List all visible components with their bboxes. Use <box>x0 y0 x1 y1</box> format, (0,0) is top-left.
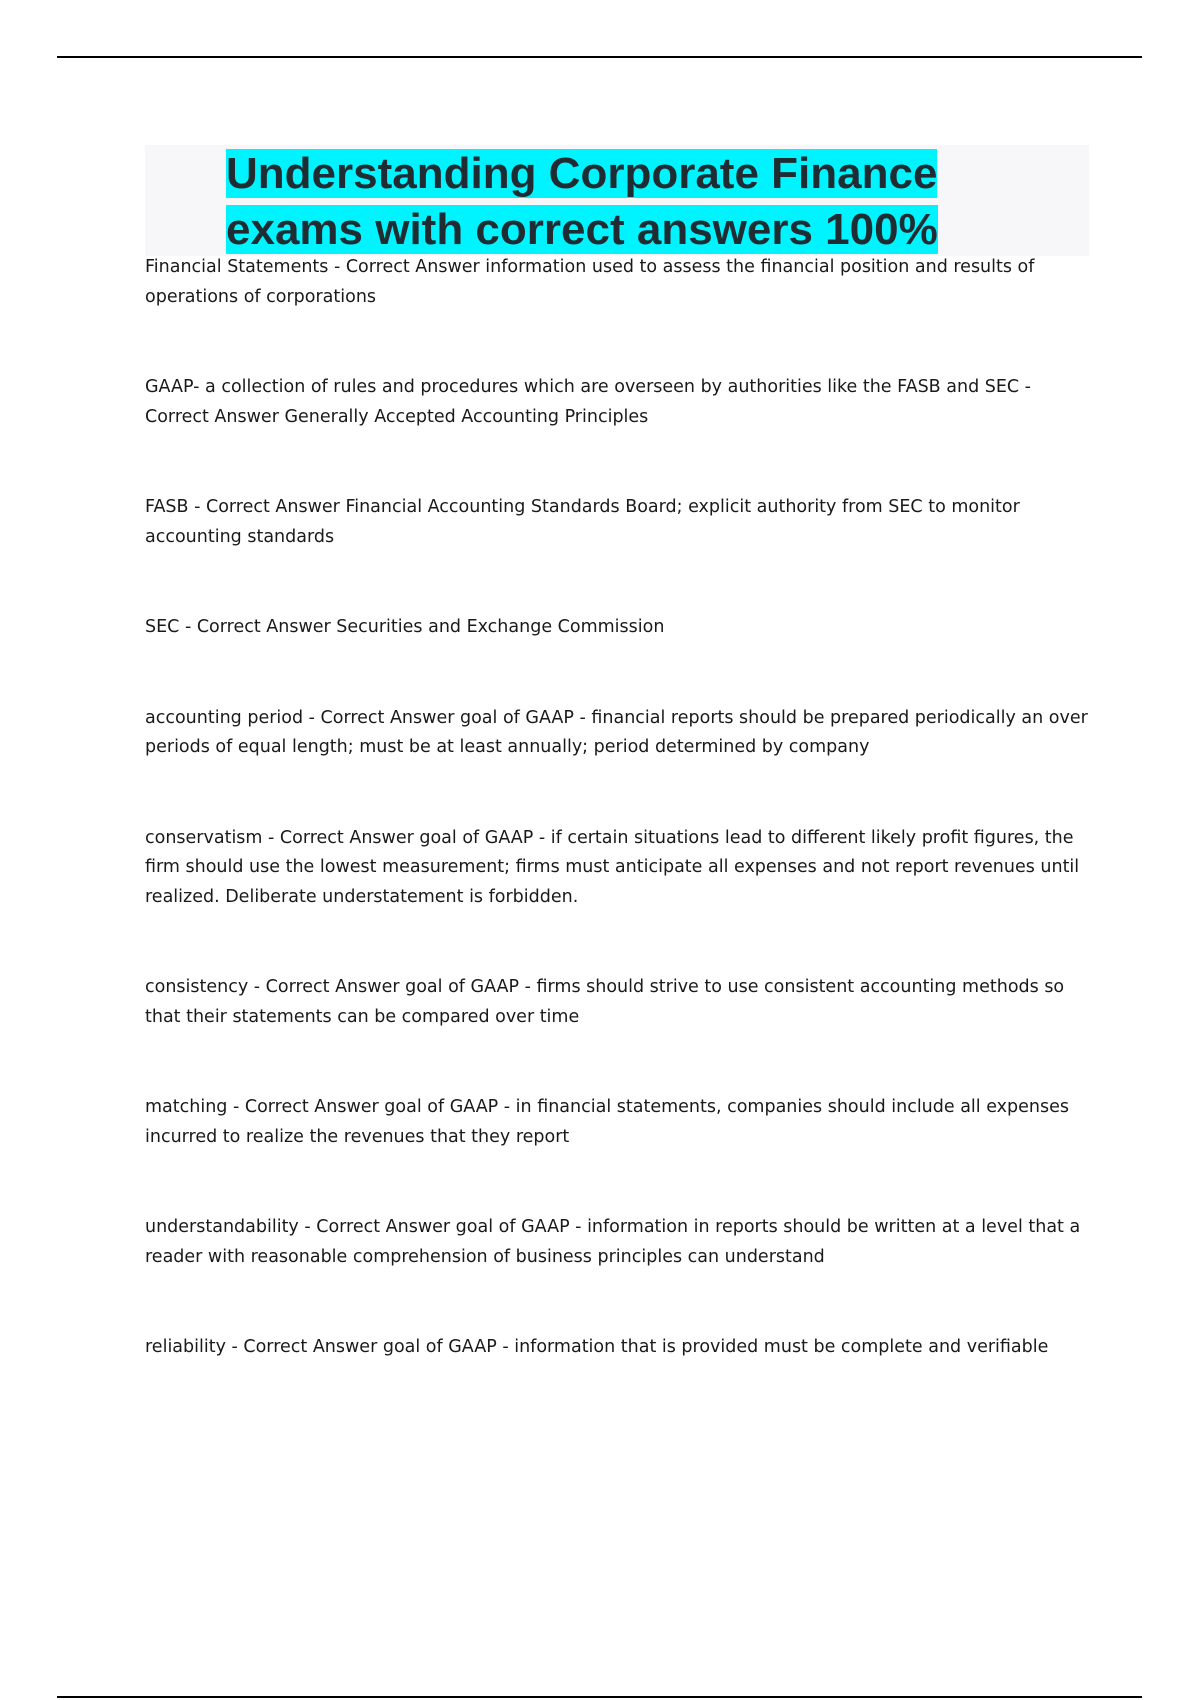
qa-list <box>145 253 1095 1424</box>
qa-entry-sec: SEC - Correct Answer Securities and Exchange Commission <box>145 617 665 637</box>
qa-entry-consistency: consistency - Correct Answer goal of GAAP - firms should strive to use consistent accounting methods so that their statements can be compared over time <box>145 977 1065 1027</box>
qa-entry-accounting-period: accounting period - Correct Answer goal of GAAP - financial reports should be prepared periodically an over periods of equal length; must be at least annually; period determined by company <box>145 707 1088 757</box>
title-line-1: Understanding Corporate Finance <box>226 149 938 198</box>
qa-entry-matching: matching - Correct Answer goal of GAAP - in financial statements, companies should include all expenses incurred to realize the revenues that they report <box>145 1097 1070 1147</box>
header-rule <box>57 56 1142 58</box>
qa-entry-conservatism: conservatism - Correct Answer goal of GAAP - if certain situations lead to different likely profit figures, the firm should use the lowest measurement; firms must anticipate all expenses and not report revenues until realized. Deliberate understatement is forbidden. <box>145 827 1080 907</box>
qa-entry-financial-statements: Financial Statements - Correct Answer information used to assess the financial position and results of operations of corporations <box>145 257 1035 307</box>
qa-entry-understandability: understandability - Correct Answer goal of GAAP - information in reports should be written at a level that a reader with reasonable comprehension of business principles can understand <box>145 1217 1081 1267</box>
qa-entry-fasb: FASB - Correct Answer Financial Accounting Standards Board; explicit authority from SEC to monitor accounting standards <box>145 497 1020 547</box>
document-title <box>226 146 1006 258</box>
footer-rule <box>57 1696 1142 1698</box>
qa-entry-reliability: reliability - Correct Answer goal of GAAP - information that is provided must be complete and verifiable <box>145 1337 1049 1357</box>
qa-entry-gaap: GAAP- a collection of rules and procedures which are overseen by authorities like the FASB and SEC - Correct Answer Generally Accepted Accounting Principles <box>145 377 1031 427</box>
title-line-2: exams with correct answers 100% <box>226 205 938 254</box>
